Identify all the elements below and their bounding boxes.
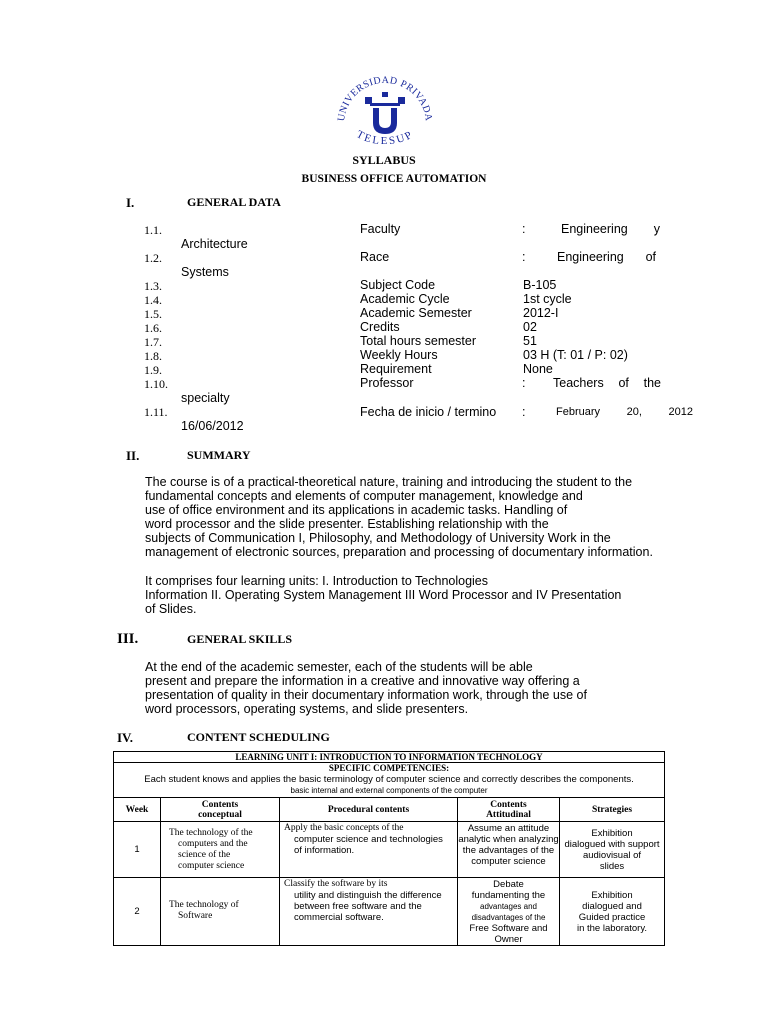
section-1-title: GENERAL DATA <box>187 195 281 209</box>
gd-num: 1.6. <box>144 321 162 335</box>
cell-line: computer science <box>471 856 546 867</box>
gd-value-part: y <box>653 222 660 236</box>
document-subtitle: BUSINESS OFFICE AUTOMATION <box>301 173 487 185</box>
cell-line: computer science and technologies <box>294 834 443 845</box>
cell-line: computer science <box>178 861 245 871</box>
week-cell: 2 <box>114 878 161 946</box>
cell-line: Software <box>178 911 213 921</box>
gd-value: 2012-I <box>523 306 559 320</box>
gd-colon: : <box>522 376 526 390</box>
specific-competencies-cell <box>114 763 665 798</box>
skills-paragraph <box>145 660 587 716</box>
skills-line: present and prepare the information in a creative and innovative way offering a <box>145 674 580 688</box>
section-3-title: GENERAL SKILLS <box>187 632 293 646</box>
gd-label: Credits <box>360 320 400 334</box>
col-header-strategies: Strategies <box>560 798 665 822</box>
gd-value <box>561 222 660 236</box>
cell-line: Exhibition <box>591 890 633 901</box>
summary-line: The course is of a practical-theoretical nature, training and introducing the student to the <box>145 475 633 489</box>
strategies-cell <box>560 878 665 946</box>
gd-num: 1.5. <box>144 307 162 321</box>
table-row <box>114 822 665 878</box>
gd-num: 1.11. <box>144 405 168 419</box>
col-header-line: Contents <box>490 799 527 810</box>
gd-num: 1.2. <box>144 251 162 265</box>
gd-label: Academic Semester <box>360 306 472 320</box>
summary-line: use of office environment and its applications in academic tasks. Handling of <box>145 503 568 517</box>
competencies-line: Each student knows and applies the basic terminology of computer science and correctly describes the components. <box>144 774 634 785</box>
cell-line: The technology of the <box>169 828 253 838</box>
gd-label: Faculty <box>360 222 401 236</box>
gd-label: Requirement <box>360 362 432 376</box>
gd-value-part: Engineering <box>561 222 628 236</box>
gd-value-continuation: Architecture <box>181 237 248 251</box>
conceptual-cell <box>161 878 280 946</box>
conceptual-cell <box>161 822 280 878</box>
gd-value-part: of <box>618 376 629 390</box>
gd-value-part: February <box>556 406 601 418</box>
attitudinal-cell <box>458 822 560 878</box>
cell-line: The technology of <box>169 900 239 910</box>
cell-line: the advantages of the <box>462 845 555 856</box>
skills-line: word processors, operating systems, and slide presenters. <box>145 702 469 716</box>
cell-line: dialogued with support <box>564 839 660 850</box>
university-logo <box>332 72 438 150</box>
col-header-week: Week <box>114 798 161 822</box>
gd-value: 51 <box>523 334 537 348</box>
procedural-cell <box>280 822 458 878</box>
cell-line: dialogued and <box>582 901 642 912</box>
gd-num: 1.8. <box>144 349 162 363</box>
cell-line: fundamenting the <box>471 890 546 901</box>
gd-num: 1.4. <box>144 293 162 307</box>
gd-value: B-105 <box>523 278 557 292</box>
document-title: SYLLABUS <box>352 153 416 167</box>
summary-line: subjects of Communication I, Philosophy, and Methodology of University Work in the <box>145 531 611 545</box>
skills-line: At the end of the academic semester, each of the students will be able <box>145 660 533 674</box>
unit-title: LEARNING UNIT I: INTRODUCTION TO INFORMATION TECHNOLOGY <box>114 752 665 763</box>
cell-line: audiovisual of <box>582 850 642 861</box>
week-cell: 1 <box>114 822 161 878</box>
cell-line: commercial software. <box>294 912 384 923</box>
gd-value: 02 <box>523 320 537 334</box>
gd-value <box>556 406 693 418</box>
gd-value-part: Teachers <box>553 376 604 390</box>
gd-value-part: 20, <box>626 406 642 418</box>
gd-colon: : <box>522 405 526 419</box>
gd-label: Total hours semester <box>360 334 477 348</box>
gd-value-part: Engineering <box>557 250 624 264</box>
cell-line: science of the <box>178 850 231 860</box>
section-1-number: I. <box>126 195 135 210</box>
cell-line: in the laboratory. <box>576 923 648 934</box>
cell-line: Apply the basic concepts of the <box>284 823 404 833</box>
cell-line: of information. <box>294 845 355 856</box>
gd-num: 1.7. <box>144 335 162 349</box>
cell-line: Exhibition <box>591 828 633 839</box>
cell-line: Free Software and <box>469 923 548 934</box>
cell-line: utility and distinguish the difference <box>294 890 442 901</box>
gd-value-part: 2012 <box>668 406 693 418</box>
attitudinal-cell <box>458 878 560 946</box>
gd-label: Professor <box>360 376 414 390</box>
summary-paragraph-2 <box>145 574 621 616</box>
gd-value-continuation: 16/06/2012 <box>181 419 244 433</box>
svg-text:UNIVERSIDAD PRIVADA <box>336 75 434 122</box>
table-row <box>114 878 665 946</box>
cell-line: Owner <box>494 934 523 945</box>
col-header-attitudinal <box>458 798 560 822</box>
procedural-cell <box>280 878 458 946</box>
cell-line: Assume an attitude <box>467 823 550 834</box>
logo-arc-text-bottom: TELESUP <box>354 128 416 148</box>
section-4-title: CONTENT SCHEDULING <box>187 730 330 744</box>
section-2-title: SUMMARY <box>187 448 251 462</box>
gd-value: 03 H (T: 01 / P: 02) <box>523 348 628 362</box>
gd-num: 1.9. <box>144 363 162 377</box>
content-schedule-table <box>113 751 665 946</box>
gd-colon: : <box>522 250 526 264</box>
col-header-procedural: Procedural contents <box>280 798 458 822</box>
summary-line: management of electronic sources, preparation and processing of documentary information. <box>145 545 653 559</box>
gd-value: None <box>523 362 553 376</box>
competencies-title: SPECIFIC COMPETENCIES: <box>328 763 450 773</box>
section-2-number: II. <box>126 448 140 463</box>
skills-line: presentation of quality in their documentary information work, through the use of <box>145 688 587 702</box>
summary-paragraph-1 <box>145 475 653 559</box>
gd-colon: : <box>522 222 526 236</box>
logo-arc-text-top: UNIVERSIDAD PRIVADA <box>335 74 435 122</box>
cell-line: computers and the <box>178 839 248 849</box>
gd-label: Academic Cycle <box>360 292 450 306</box>
section-3-number: III. <box>117 631 139 647</box>
cell-line: Classify the software by its <box>284 879 388 889</box>
gd-value-part: the <box>643 376 661 390</box>
summary-line: word processor and the slide presenter. Establishing relationship with the <box>145 517 549 531</box>
gd-num: 1.3. <box>144 279 162 293</box>
gd-value-continuation: specialty <box>181 391 230 405</box>
gd-label: Subject Code <box>360 278 436 292</box>
cell-line: Debate <box>493 879 524 890</box>
strategies-cell <box>560 822 665 878</box>
col-header-conceptual <box>161 798 280 822</box>
cell-line: disadvantages of the <box>471 913 546 922</box>
summary-line: Information II. Operating System Management III Word Processor and IV Presentation <box>145 588 622 602</box>
gd-label: Race <box>360 250 390 264</box>
gd-value <box>553 376 661 390</box>
cell-line: advantages and <box>480 902 537 911</box>
cell-line: slides <box>599 861 625 872</box>
cell-line: Guided practice <box>578 912 646 923</box>
gd-value-part: of <box>645 250 656 264</box>
gd-label: Fecha de inicio / termino <box>360 405 497 419</box>
summary-line: of Slides. <box>145 602 197 616</box>
gd-num: 1.1. <box>144 223 162 237</box>
cell-line: between free software and the <box>294 901 422 912</box>
gd-num: 1.10. <box>144 377 168 391</box>
gd-value <box>557 250 656 264</box>
col-header-line: Contents <box>201 799 239 810</box>
gd-value: 1st cycle <box>523 292 572 306</box>
competencies-line: basic internal and external components of the computer <box>290 786 488 795</box>
col-header-line: conceptual <box>198 809 242 820</box>
summary-line: It comprises four learning units: I. Introduction to Technologies <box>145 574 489 588</box>
gd-label: Weekly Hours <box>360 348 438 362</box>
summary-line: fundamental concepts and elements of computer management, knowledge and <box>145 489 583 503</box>
gd-value-continuation: Systems <box>181 265 229 279</box>
cell-line: analytic when analyzing <box>458 834 559 845</box>
col-header-line: Attitudinal <box>486 809 531 820</box>
section-4-number: IV. <box>117 730 134 745</box>
